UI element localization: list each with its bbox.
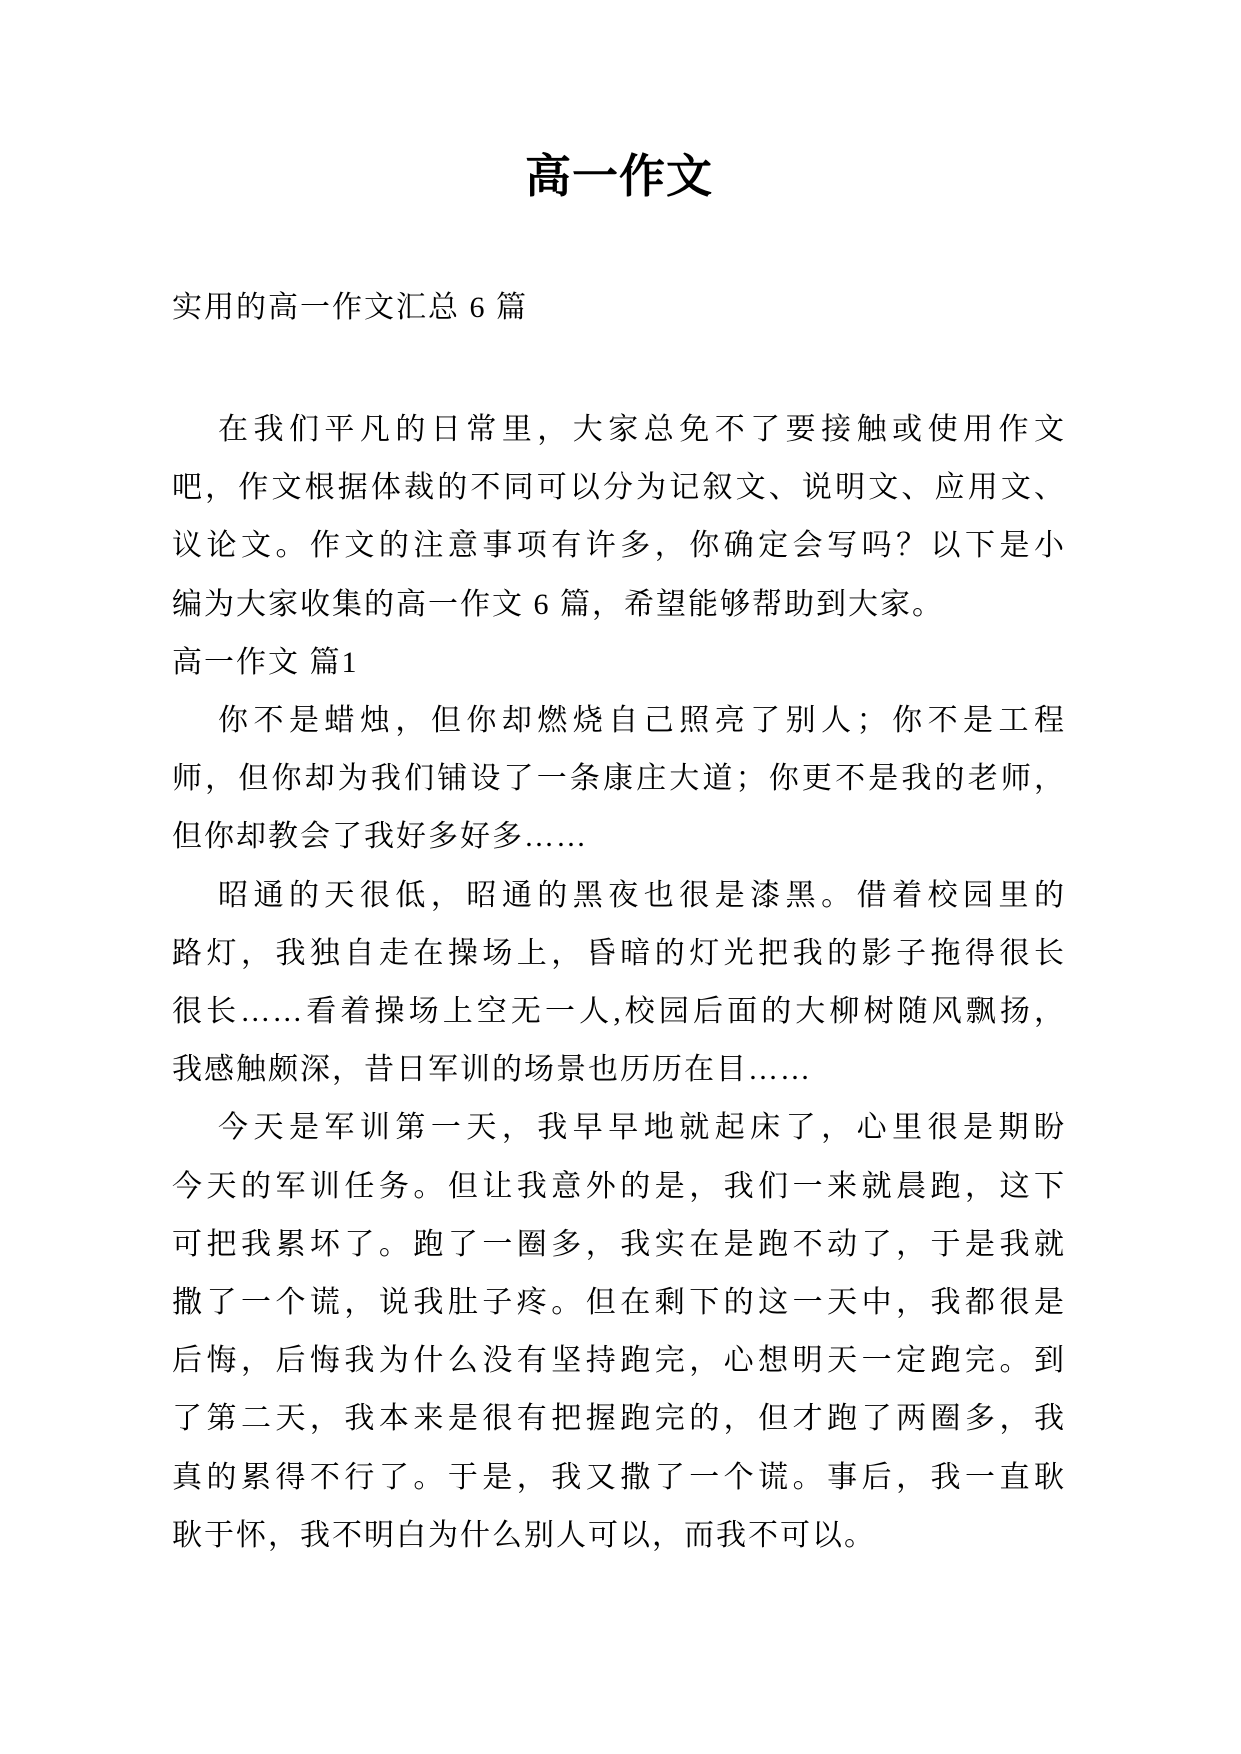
text-line: 吧，作文根据体裁的不同可以分为记叙文、说明文、应用文、 [172,471,1066,505]
paragraph-essay-2 [172,867,1066,1100]
paragraph-section-heading [172,634,1066,692]
text-line: 议论文。作文的注意事项有许多，你确定会写吗？以下是小 [172,529,1066,563]
text-line: 后悔，后悔我为什么没有坚持跑完，心想明天一定跑完。到 [172,1344,1066,1378]
paragraph-essay-1 [172,692,1066,867]
section-heading-line: 高一作文 篇1 [172,645,359,679]
text-line: 师，但你却为我们铺设了一条康庄大道；你更不是我的老师， [172,762,1066,796]
document-subtitle: 实用的高一作文汇总 6 篇 [172,291,528,324]
text-line: 撒了一个谎，说我肚子疼。但在剩下的这一天中，我都很是 [172,1286,1066,1320]
text-line: 编为大家收集的高一作文 6 篇，希望能够帮助到大家。 [172,587,944,621]
paragraph-intro [172,401,1066,634]
text-line: 在我们平凡的日常里，大家总免不了要接触或使用作文 [218,413,1066,446]
document-title: 高一作文 [525,151,713,202]
text-line: 了第二天，我本来是很有把握跑完的，但才跑了两圈多，我 [172,1402,1066,1436]
text-line: 我感触颇深，昔日军训的场景也历历在目…… [172,1053,812,1087]
text-line: 但你却教会了我好多好多…… [172,820,588,854]
text-line: 今天的军训任务。但让我意外的是，我们一来就晨跑，这下 [172,1169,1066,1203]
text-line: 你不是蜡烛，但你却燃烧自己照亮了别人；你不是工程 [218,704,1066,738]
text-line: 可把我累坏了。跑了一圈多，我实在是跑不动了，于是我就 [172,1227,1066,1261]
text-line: 今天是军训第一天，我早早地就起床了，心里很是期盼 [218,1111,1066,1145]
document-body [172,401,1066,1565]
text-line: 真的累得不行了。于是，我又撒了一个谎。事后，我一直耿 [172,1460,1066,1494]
text-line: 路灯，我独自走在操场上，昏暗的灯光把我的影子拖得很长 [172,936,1066,970]
text-line: 昭通的天很低，昭通的黑夜也很是漆黑。借着校园里的 [218,878,1066,912]
text-line: 很长……看着操场上空无一人,校园后面的大柳树随风飘扬， [172,995,1066,1029]
paragraph-essay-3 [172,1099,1066,1565]
text-line: 耿于怀，我不明白为什么别人可以，而我不可以。 [172,1518,876,1552]
